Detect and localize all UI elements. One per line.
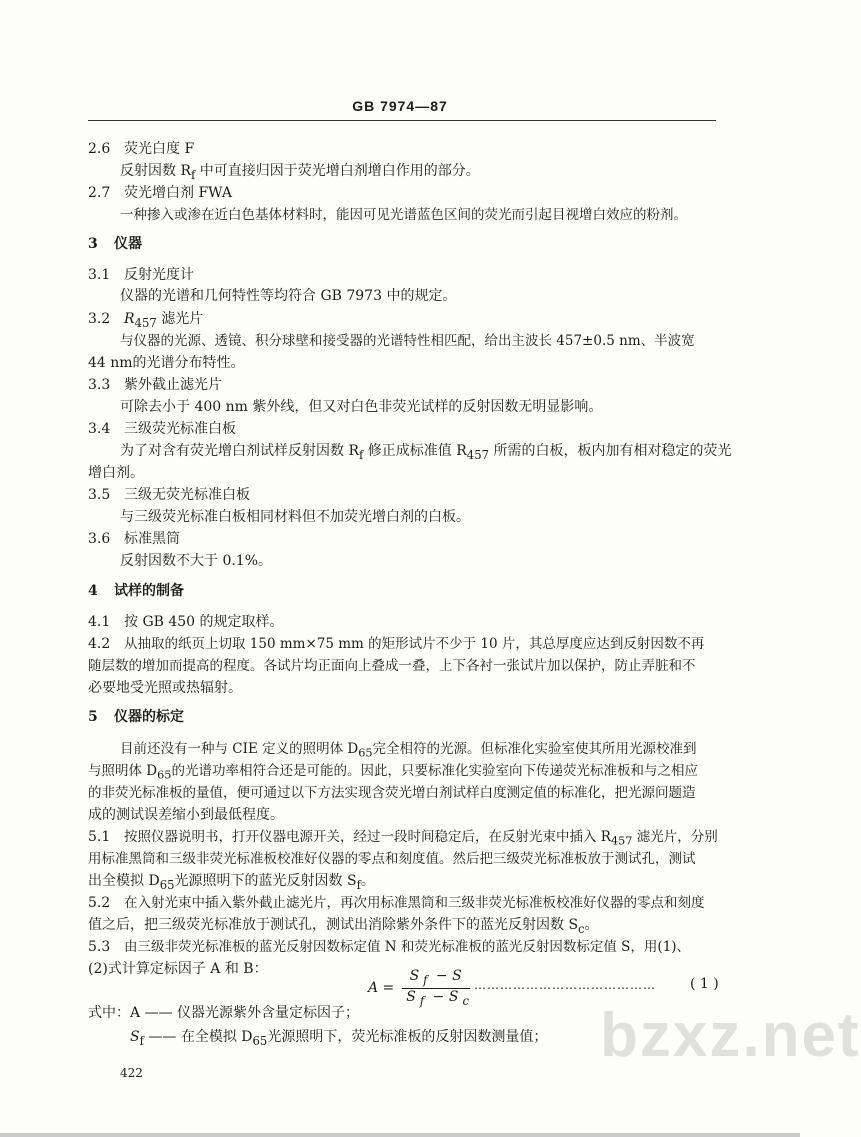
clause-number: 5.3 xyxy=(88,939,111,955)
paragraph-text: 目前还没有一种与 CIE 定义的照明体 $D_{65}$完全相符的光源。但标准化实验室使其所用光源校准到 xyxy=(120,741,697,760)
clause-text: 用标准黑筒和三级非荧光标准板校准好仪器的零点和刻度值。然后把三级荧光标准板放于测试孔，测试 xyxy=(88,851,696,867)
paragraph-text: 成的测试误差缩小到最低程度。 xyxy=(88,807,284,823)
standard-header: GB 7974—87 xyxy=(352,98,448,114)
clause-text: 出全模拟 $D_{65}$光源照明下的蓝光反射因数 $S_f$。 xyxy=(88,873,375,892)
clause-text: 在入射光束中插入紫外截止滤光片，再次用标准黑筒和三级非荧光标准板校准好仪器的零点和刻度 xyxy=(124,895,705,911)
clause-text: 值之后，把三级荧光标准放于测试孔，测试出消除紫外条件下的蓝光反射因数 $S_c$。 xyxy=(88,917,599,936)
where-line: 式中：A —— 仪器光源紫外含量定标因子； xyxy=(88,1005,360,1021)
clause-title: 反射光度计 xyxy=(124,267,194,283)
clause-text: 增白剂。 xyxy=(88,465,144,481)
clause-text: 44 nm的光谱分布特性。 xyxy=(88,355,245,371)
clause-title: 紫外截止滤光片 xyxy=(124,377,222,393)
section-heading: 3 仪器 xyxy=(88,236,142,252)
watermark-logo: bzxz.net xyxy=(600,1001,861,1070)
clause-text: 反射因数不大于 0.1%。 xyxy=(120,553,273,569)
clause-text: 从抽取的纸页上切取 150 mm×75 mm 的矩形试片不少于 10 片，其总厚度应达到反射因数不再 xyxy=(124,636,705,652)
clause-number: 4.2 xyxy=(88,636,111,652)
equation-number: ( 1 ) xyxy=(690,976,719,992)
clause-text: 仪器的光谱和几何特性等均符合 GB 7973 中的规定。 xyxy=(120,288,457,304)
clause-title: $R_{457}$ 滤光片 xyxy=(124,311,204,330)
section-heading: 5 仪器的标定 xyxy=(88,709,184,725)
clause-number: 2.7 xyxy=(88,185,111,201)
where-line: $S_f$ —— 在全模拟 $D_{65}$光源照明下，荧光标准板的反射因数测量值； xyxy=(130,1029,548,1048)
formula-fraction: $\frac{S _f - S}{S _f - S _c}$ xyxy=(398,968,473,1009)
clause-number: 3.6 xyxy=(88,531,111,547)
paragraph-text: 的非荧光标准板的量值，便可通过以下方法实现含荧光增白剂试样白度测定值的标准化，把光源问题造 xyxy=(88,785,696,801)
clause-text: 按 GB 450 的规定取样。 xyxy=(124,614,284,630)
clause-number: 4.1 xyxy=(88,614,111,630)
clause-title: 荧光白度 F xyxy=(124,141,195,157)
clause-number: 5.2 xyxy=(88,895,111,911)
formula-lhs: A = xyxy=(368,980,395,997)
clause-title: 三级荧光标准白板 xyxy=(124,421,236,437)
paragraph-text: 与照明体 $D_{65}$的光谱功率相符合还是可能的。因此，只要标准化实验室向下传递荧光标准板和与之相应 xyxy=(88,763,698,782)
page-edge xyxy=(0,1133,800,1137)
clause-text: 按照仪器说明书，打开仪器电源开关，经过一段时间稳定后，在反射光束中插入 $R_{457}$ 滤光片，分别 xyxy=(124,829,718,848)
clause-number: 3.4 xyxy=(88,421,111,437)
formula-1 xyxy=(368,968,473,1009)
clause-title: 三级无荧光标准白板 xyxy=(124,487,250,503)
page-number: 422 xyxy=(120,1066,143,1080)
clause-number: 3.1 xyxy=(88,267,111,283)
clause-number: 5.1 xyxy=(88,829,111,845)
clause-number: 3.3 xyxy=(88,377,111,393)
leader-dots: …………………………………… xyxy=(474,978,656,992)
clause-text: 反射因数 $R_f$ 中可直接归因于荧光增白剂增白作用的部分。 xyxy=(120,163,480,182)
clause-number: 3.2 xyxy=(88,311,111,327)
clause-title: 荧光增白剂 FWA xyxy=(124,185,232,201)
clause-text: 随层数的增加而提高的程度。各试片均正面向上叠成一叠，上下各衬一张试片加以保护，防止弄脏和不 xyxy=(88,658,696,674)
clause-text: 一种掺入或渗在近白色基体材料时，能因可见光谱蓝色区间的荧光而引起目视增白效应的粉剂。 xyxy=(120,207,687,223)
header-rule xyxy=(88,120,716,121)
clause-text: (2)式计算定标因子 A 和 B： xyxy=(88,961,268,977)
section-heading: 4 试样的制备 xyxy=(88,583,184,599)
clause-title: 标准黑筒 xyxy=(124,531,180,547)
clause-text: 可除去小于 400 nm 紫外线，但又对白色非荧光试样的反射因数无明显影响。 xyxy=(120,399,603,415)
clause-text: 为了对含有荧光增白剂试样反射因数 $R_f$ 修正成标准值 $R_{457}$ 所需的白板，板内加有相对稳定的荧光 xyxy=(120,443,732,462)
clause-number: 3.5 xyxy=(88,487,111,503)
clause-number: 2.6 xyxy=(88,141,111,157)
clause-text: 与仪器的光源、透镜、积分球壁和接受器的光谱特性相匹配，给出主波长 457±0.5 nm、半波宽 xyxy=(120,333,695,349)
clause-text: 由三级非荧光标准板的蓝光反射因数标定值 N 和荧光标准板的蓝光反射因数标定值 S，用(1)、 xyxy=(124,939,691,955)
clause-text: 与三级荧光标准白板相同材料但不加荧光增白剂的白板。 xyxy=(120,509,470,525)
clause-text: 必要地受光照或热辐射。 xyxy=(88,680,242,696)
